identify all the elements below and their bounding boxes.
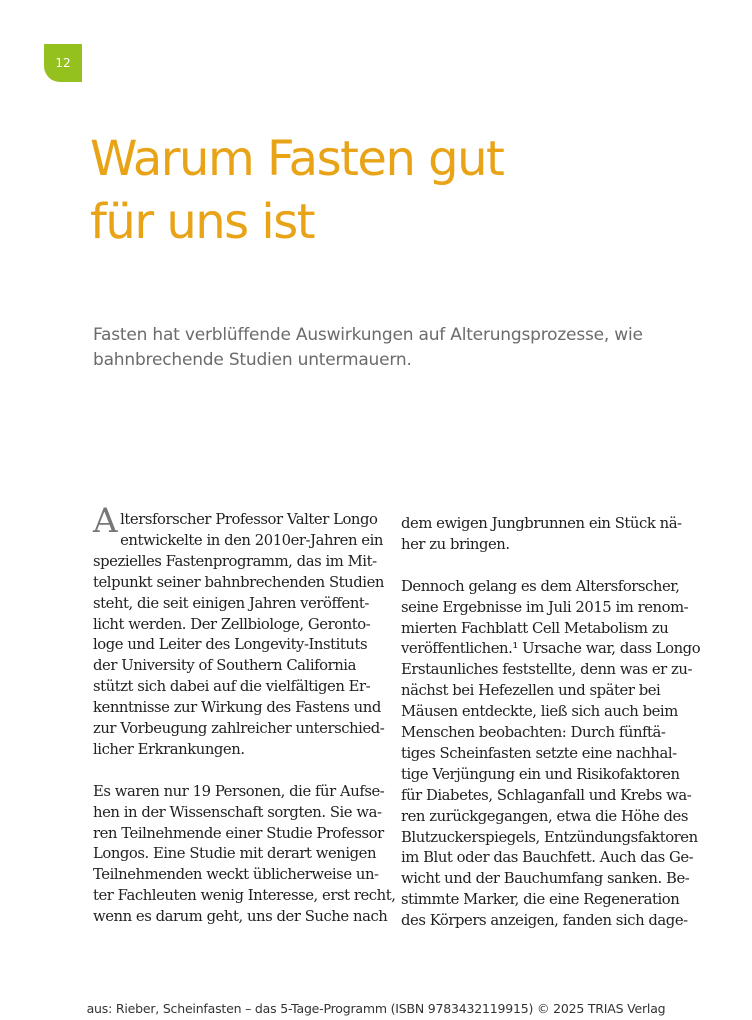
- text-line: licht werden. Der Zellbiologe, Geronto-: [93, 615, 371, 633]
- paragraph-gap: [401, 556, 701, 577]
- paragraph-gap: [93, 761, 393, 782]
- drop-cap: A: [93, 501, 118, 541]
- text-line: licher Erkrankungen.: [93, 740, 245, 758]
- text-line: Blutzuckerspiegels, Entzündungsfaktoren: [401, 828, 698, 846]
- text-line: mierten Fachblatt Cell Metabolism zu: [401, 619, 669, 637]
- text-line: Teilnehmenden weckt üblicherweise un-: [93, 866, 379, 884]
- page-number: 12: [55, 56, 71, 70]
- body-column-left: [93, 501, 396, 928]
- text-line: stimmte Marker, die eine Regeneration: [401, 891, 680, 909]
- text-line: Longos. Eine Studie mit derart wenigen: [93, 845, 377, 863]
- body-column-right: [401, 514, 701, 932]
- page-number-badge: [44, 44, 82, 82]
- chapter-title-line-2: für uns ist: [90, 194, 315, 250]
- source-footer: aus: Rieber, Scheinfasten – das 5-Tage-Programm (ISBN 9783432119915) © 2025 TRIAS Verlag: [86, 1001, 666, 1016]
- text-line: wenn es darum geht, uns der Suche nach: [93, 908, 388, 926]
- text-line: wicht und der Bauchumfang sanken. Be-: [401, 870, 690, 888]
- text-line: veröffentlichen.¹ Ursache war, dass Longo: [401, 640, 701, 658]
- text-line: für Diabetes, Schlaganfall und Krebs wa-: [401, 786, 692, 804]
- text-line: stützt sich dabei auf die vielfältigen Er-: [93, 678, 371, 696]
- text-line: Menschen beobachten: Durch fünftä-: [401, 724, 666, 742]
- text-line: her zu bringen.: [401, 535, 510, 553]
- text-line: Mäusen entdeckte, ließ sich auch beim: [401, 703, 678, 721]
- text-line: des Körpers anzeigen, fanden sich dage-: [401, 912, 688, 930]
- text-line: dem ewigen Jungbrunnen ein Stück nä-: [401, 515, 682, 532]
- text-line: ren zurückgegangen, etwa die Höhe des: [401, 807, 688, 825]
- text-line: tige Verjüngung ein und Risikofaktoren: [401, 765, 680, 783]
- chapter-title-line-1: Warum Fasten gut: [90, 131, 504, 187]
- text-line: hen in der Wissenschaft sorgten. Sie wa-: [93, 803, 382, 821]
- text-line: spezielles Fastenprogramm, das im Mit-: [93, 552, 377, 570]
- text-line: entwickelte in den 2010er-Jahren ein: [120, 531, 383, 549]
- text-line: im Blut oder das Bauchfett. Auch das Ge-: [401, 849, 694, 867]
- lead-line-1: Fasten hat verblüffende Auswirkungen auf Alterungsprozesse, wie: [93, 325, 643, 345]
- text-line: ter Fachleuten wenig Interesse, erst recht,: [93, 887, 396, 905]
- text-line: Erstaunliches feststellte, denn was er zu-: [401, 661, 693, 679]
- text-line: ren Teilnehmende einer Studie Professor: [93, 824, 384, 842]
- text-line: tiges Scheinfasten setzte eine nachhal-: [401, 744, 677, 762]
- chapter-title: [90, 128, 690, 254]
- text-line: steht, die seit einigen Jahren veröffent-: [93, 594, 369, 612]
- text-line: Dennoch gelang es dem Altersforscher,: [401, 577, 680, 595]
- text-line: Es waren nur 19 Personen, die für Aufse-: [93, 782, 385, 800]
- text-line: der University of Southern California: [93, 657, 356, 675]
- text-line: loge und Leiter des Longevity-Instituts: [93, 636, 368, 654]
- text-line: ltersforscher Professor Valter Longo: [120, 511, 378, 528]
- lead-paragraph: [93, 323, 693, 373]
- text-line: kenntnisse zur Wirkung des Fastens und: [93, 699, 381, 717]
- text-line: nächst bei Hefezellen und später bei: [401, 682, 661, 700]
- text-line: telpunkt seiner bahnbrechenden Studien: [93, 573, 384, 591]
- text-line: zur Vorbeugung zahlreicher unterschied-: [93, 720, 385, 738]
- lead-line-2: bahnbrechende Studien untermauern.: [93, 350, 412, 370]
- text-line: seine Ergebnisse im Juli 2015 im renom-: [401, 598, 689, 616]
